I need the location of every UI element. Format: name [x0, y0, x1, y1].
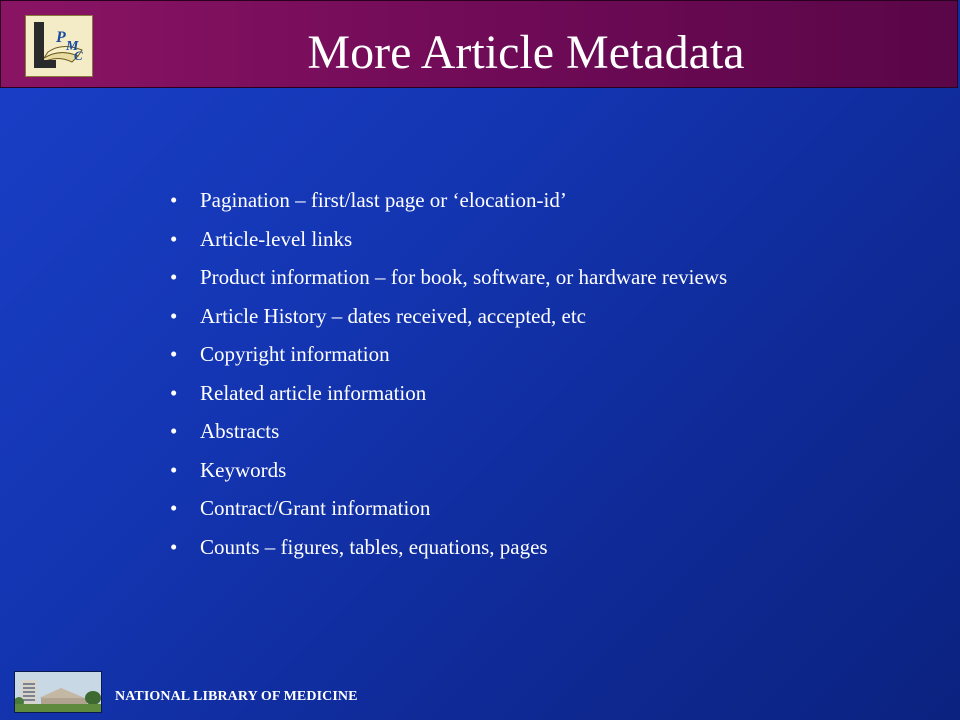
bullet-icon: •	[170, 419, 178, 443]
svg-text:M: M	[66, 39, 79, 54]
list-item	[170, 181, 910, 220]
svg-text:P: P	[56, 29, 66, 46]
bullet-icon: •	[170, 457, 178, 482]
bullet-icon: •	[170, 303, 178, 328]
library-building-photo	[14, 671, 102, 713]
list-item-text: Pagination – first/last page or ‘elocation-id’	[200, 188, 567, 212]
list-item	[170, 374, 910, 413]
header-bar	[0, 0, 958, 88]
svg-text:C: C	[74, 48, 83, 63]
bullet-icon: •	[170, 226, 178, 251]
bullet-icon: •	[170, 265, 178, 289]
list-item-text: Abstracts	[200, 419, 280, 443]
list-item-text: Counts – figures, tables, equations, pages	[200, 534, 548, 559]
bullet-icon: •	[170, 534, 178, 559]
bullet-icon: •	[170, 188, 178, 212]
pmc-logo-icon	[25, 15, 93, 77]
list-item-text: Related article information	[200, 380, 427, 405]
footer-organization-label: NATIONAL LIBRARY OF MEDICINE	[115, 689, 358, 704]
list-item	[170, 451, 910, 490]
list-item	[170, 258, 910, 297]
list-item-text: Article History – dates received, accepted, etc	[200, 303, 586, 328]
list-item	[170, 412, 910, 451]
list-item	[170, 297, 910, 336]
slide-title: More Article Metadata	[307, 26, 745, 79]
bullet-list	[170, 181, 910, 566]
list-item-text: Copyright information	[200, 342, 390, 366]
list-item	[170, 489, 910, 528]
list-item-text: Contract/Grant information	[200, 496, 431, 520]
list-item-text: Keywords	[200, 457, 287, 482]
bullet-icon: •	[170, 342, 178, 366]
list-item-text: Product information – for book, software, or hardware reviews	[200, 265, 728, 289]
bullet-icon: •	[170, 380, 178, 405]
list-item	[170, 220, 910, 259]
list-item	[170, 335, 910, 374]
bullet-icon: •	[170, 496, 178, 520]
list-item-text: Article-level links	[200, 226, 353, 251]
list-item	[170, 528, 910, 567]
